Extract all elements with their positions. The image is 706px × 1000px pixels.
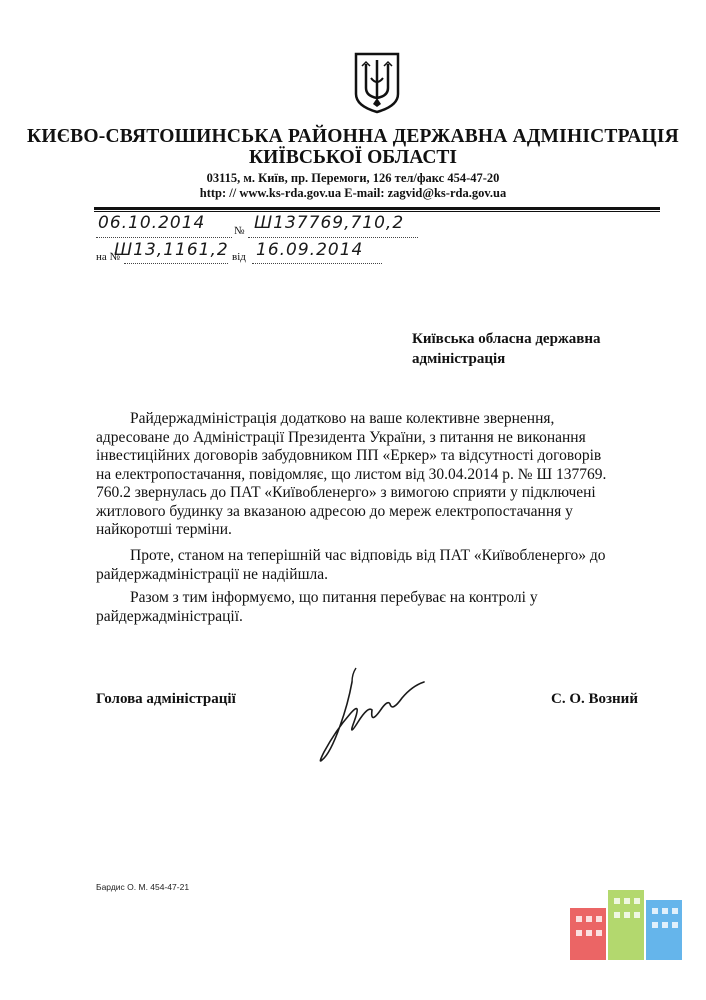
organization-name: КИЄВО-СВЯТОШИНСЬКА РАЙОННА ДЕРЖАВНА АДМІНІСТРАЦІЯ	[27, 126, 679, 147]
text-line: райдержадміністрації.	[96, 607, 243, 625]
paragraph-3	[96, 589, 652, 626]
text-line: Разом з тим інформуємо, що питання перебуває на контролі у	[130, 589, 538, 606]
organization-contacts: http: // www.ks-rda.gov.ua E-mail: zagvid@ks-rda.gov.ua	[199, 186, 507, 200]
addressee-line: Київська обласна державна	[412, 331, 601, 347]
coat-of-arms-icon	[354, 52, 400, 114]
text-line: райдержадміністрації не надійшла.	[96, 565, 329, 583]
signatory-name: С. О. Возний	[551, 691, 638, 707]
number-underline	[248, 237, 418, 238]
organization-region: КИЇВСЬКОЇ ОБЛАСТІ	[248, 147, 458, 168]
date-underline	[96, 237, 232, 238]
outgoing-date: 06.10.2014	[98, 213, 206, 233]
addressee-line: адміністрація	[412, 351, 506, 367]
organization-address: 03115, м. Київ, пр. Перемоги, 126 тел/факс 454-47-20	[206, 171, 500, 185]
header-divider-thin	[94, 211, 660, 212]
header-divider	[94, 207, 660, 210]
addressee	[412, 329, 652, 369]
text-line: Проте, станом на теперішній час відповідь від ПАТ «Київобленерго» до	[130, 547, 606, 564]
number-label: №	[234, 225, 245, 237]
text-line: житлового будинку за вказаною адресою до мереж електропостачання у	[96, 502, 573, 520]
text-line: адресоване до Адміністрації Президента України, з питання не виконання	[96, 428, 586, 446]
signatory-position: Голова адміністрації	[96, 691, 236, 707]
reply-date: 16.09.2014	[256, 240, 364, 260]
watermark-logo	[570, 890, 684, 960]
reply-to-label: на №	[96, 251, 121, 263]
text-line: найкоротші терміни.	[96, 521, 232, 538]
handwritten-signature	[312, 664, 442, 774]
reply-number: Ш13,1161,2	[114, 240, 229, 260]
outgoing-number: Ш137769,710,2	[254, 213, 405, 233]
text-line: на електропостачання, повідомляє, що листом від 30.04.2014 р. № Ш 137769.	[96, 465, 607, 483]
text-line: інвестиційних договорів забудовником ПП «Еркер» та відсутності договорів	[96, 447, 602, 464]
reply-date-underline	[252, 263, 382, 264]
executor-info: Бардис О. М. 454-47-21	[96, 882, 190, 892]
reply-number-underline	[124, 263, 228, 264]
from-label: від	[232, 251, 246, 263]
text-line: Райдержадміністрація додатково на ваше колективне звернення,	[130, 410, 555, 427]
paragraph-2	[96, 547, 652, 584]
text-line: 760.2 звернулась до ПАТ «Київобленерго» з вимогою сприяти у підключені	[96, 484, 596, 501]
paragraph-1	[96, 410, 652, 540]
